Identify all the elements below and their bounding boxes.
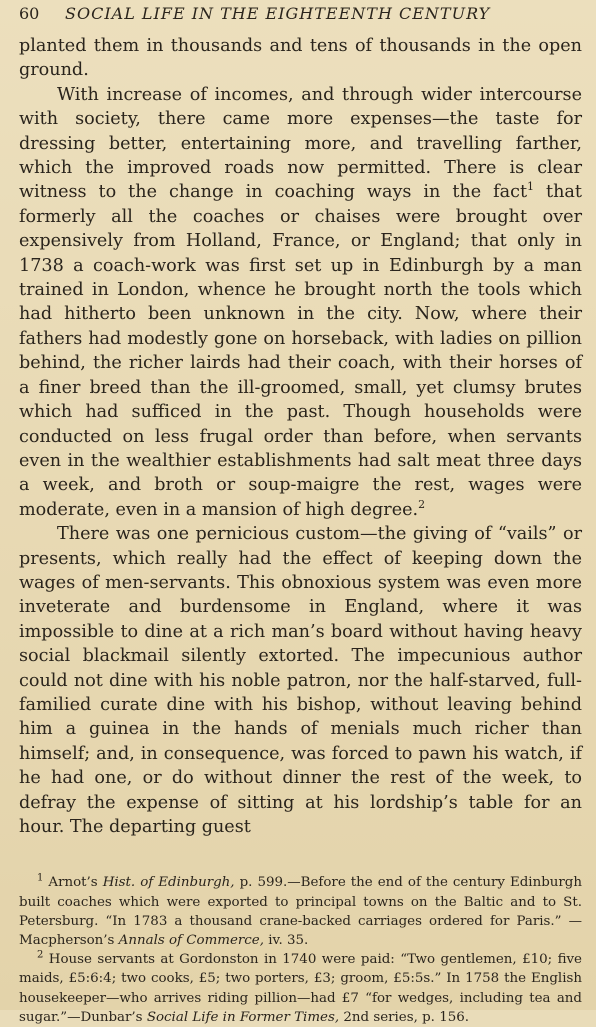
footnote-text: 2nd series, p. 156. [339, 1009, 470, 1025]
footnote [19, 950, 582, 1027]
footnote [19, 873, 582, 950]
paragraph-text: planted them in thousands and tens of thousands in the open ground. [19, 36, 582, 81]
paragraph-text: that formerly all the coaches or chaises were brought over expensively from Holland, France, or England; that only in 1738 a coach-work was first set up in Edinburgh by a man trained in London, whence he brought north the tools which had hitherto been unknown in the city. Now, where their fathers had modestly gone on horseback, with ladies on pillion behind, the richer lairds had their coach, with their horses of a finer breed than the ill-groomed, small, yet clumsy brutes which had sufficed in the past. Though households were conducted on less frugal order than before, when servants even in the wealthier establishments had salt meat three days a week, and broth or soup-maigre the rest, wages were moderate, even in a mansion of high degree. [19, 182, 582, 520]
footnote-text: p. 599.—Before the end of the century Edinburgh built coaches which were exported to principal towns on the Baltic and to St. Petersburg. “In 1783 a thousand crane-backed carriages ordered for Paris.” —Macpherson’s [19, 875, 582, 949]
footnote-reference: 2 [418, 497, 426, 511]
footnotes [19, 873, 582, 1027]
paragraph [19, 34, 582, 83]
paragraph [19, 522, 582, 839]
footnote-text: iv. 35. [263, 933, 309, 949]
footnote-text: Arnot’s [48, 875, 103, 891]
footnote-title: Annals of Commerce, [118, 933, 264, 949]
footnote-reference: 1 [527, 180, 535, 194]
page-header [19, 4, 582, 34]
footnote-text: House servants at Gordonston in 1740 were paid: “Two gentlemen, £10; five maids, £5:6:4; two cooks, £5; two porters, £3; groom, £5:5s.” In 1758 the English housekeeper—who arrives riding pillion—had £7 “for wedges, including tea and sugar.”—Dunbar’s [19, 952, 582, 1025]
running-head: SOCIAL LIFE IN THE EIGHTEENTH CENTURY [65, 4, 491, 23]
footnote-mark: 2 [37, 949, 44, 961]
footnote-title: Social Life in Former Times, [146, 1009, 340, 1025]
paragraph [19, 83, 582, 522]
paragraph-text: With increase of incomes, and through wider intercourse with society, there came more expenses—the taste for dressing better, entertaining more, and travelling farther, which the improved roads now permitted. There is clear witness to the change in coaching ways in the fact [19, 84, 582, 203]
footnote-title: Hist. of Edinburgh, [102, 875, 235, 891]
footnote-mark: 1 [37, 872, 44, 884]
paragraph-text: There was one pernicious custom—the giving of “vails” or presents, which really had the effect of keeping down the wages of men-servants. This obnoxious system was even more inveterate and burdensome in England, where it was impossible to dine at a rich man’s board without having heavy social blackmail silently extorted. The impecunious author could not dine with his noble patron, nor the half-starved, full-familied curate dine with his bishop, without leaving behind him a guinea in the hands of menials much richer than himself; and, in consequence, was forced to pawn his watch, if he had one, or do without dinner the rest of the week, to defray the expense of sitting at his lordship’s table for an hour. The departing guest [19, 524, 582, 837]
page-number: 60 [19, 4, 40, 23]
body-text [19, 34, 582, 839]
